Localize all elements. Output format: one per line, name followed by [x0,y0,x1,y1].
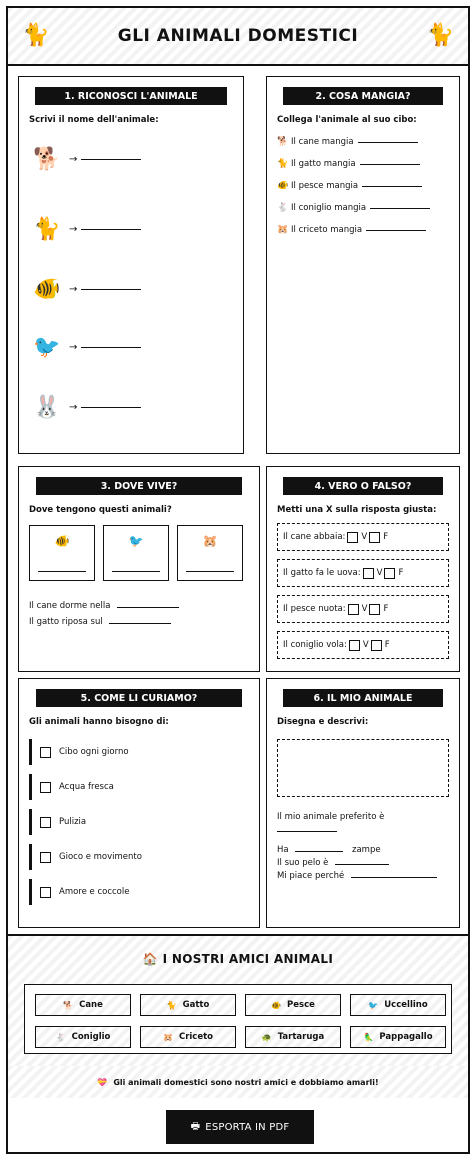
home-box [103,525,169,581]
friend-button-coniglio[interactable] [35,1026,131,1048]
true-label: V [361,604,368,614]
answer-blank[interactable] [360,164,420,165]
hamster-icon: 🐹 [162,1032,173,1042]
section-title: 5. COME LI CURIAMO? [36,689,242,707]
friend-button-cane[interactable] [35,994,131,1016]
true-label: V [361,532,368,542]
section-instruction: Collega l'animale al suo cibo: [277,115,417,125]
bird-icon: 🐦 [33,335,61,360]
sentence-text: Mi piace perché [277,871,345,881]
section-recognize-animal [18,76,244,454]
cat-icon: 🐈 [426,23,454,48]
friends-grid [24,984,452,1054]
friend-button-uccellino[interactable] [350,994,446,1016]
arrow-icon: → [69,342,78,353]
drawing-area[interactable] [277,739,449,797]
false-label: F [384,640,390,650]
food-text: Il pesce mangia [291,181,359,191]
friend-label: Tartaruga [277,1032,325,1042]
recognize-row [33,395,141,420]
answer-blank[interactable] [81,407,141,408]
cat-icon: 🐈 [33,217,61,242]
true-checkbox[interactable] [347,532,358,543]
food-row [277,153,459,175]
false-checkbox[interactable] [369,604,380,615]
hamster-icon: 🐹 [202,534,218,548]
answer-blank[interactable] [38,571,86,572]
care-checkbox[interactable] [40,887,51,898]
recognize-row [33,335,141,360]
dog-icon: 🐕 [277,137,289,147]
rabbit-icon: 🐰 [33,395,61,420]
friend-button-pesce[interactable] [245,994,341,1016]
sentence-text: Il mio animale preferito è [277,812,385,822]
answer-blank[interactable] [81,159,141,160]
fish-icon: 🐠 [54,534,70,548]
section-instruction: Metti una X sulla risposta giusta: [277,505,437,515]
true-checkbox[interactable] [348,604,359,615]
answer-blank[interactable] [335,864,389,865]
sentence-text: Il suo pelo è [277,858,329,868]
turtle-icon: 🐢 [261,1032,272,1042]
friends-title [8,952,468,966]
care-item [29,739,259,765]
recognize-row [33,277,141,302]
sentence-text: Il gatto riposa sul [29,617,103,627]
section-title: 4. VERO O FALSO? [283,477,443,495]
cat-icon: 🐈 [22,23,50,48]
rabbit-icon: 🐇 [55,1032,66,1042]
food-text: Il coniglio mangia [291,203,367,213]
bird-icon: 🐦 [368,1000,379,1010]
answer-blank[interactable] [81,347,141,348]
friends-title-text: I NOSTRI AMICI ANIMALI [162,952,334,966]
food-row [277,197,459,219]
friend-label: Uccellino [384,1000,428,1010]
page-title: GLI ANIMALI DOMESTICI [117,26,359,46]
answer-blank[interactable] [81,229,141,230]
rabbit-icon: 🐇 [277,203,289,213]
food-row [277,175,459,197]
arrow-icon: → [69,402,78,413]
fish-icon: 🐠 [271,1000,282,1010]
care-text: Gioco e movimento [59,852,142,862]
section-instruction: Dove tengono questi animali? [29,505,172,515]
care-checkbox[interactable] [40,852,51,863]
false-checkbox[interactable] [369,532,380,543]
sentence-text: Ha [277,845,289,855]
sentence-text: Il cane dorme nella [29,601,111,611]
statement-text: Il coniglio vola: [283,640,347,650]
care-checkbox[interactable] [40,782,51,793]
true-label: V [362,640,369,650]
food-row [277,131,459,153]
header [8,8,468,66]
section-title: 1. RICONOSCI L'ANIMALE [35,87,227,105]
friend-label: Pesce [287,1000,315,1010]
section-instruction: Disegna e descrivi: [277,717,369,727]
arrow-icon: → [69,154,78,165]
home-box [29,525,95,581]
section-title: 6. IL MIO ANIMALE [283,689,443,707]
answer-blank[interactable] [351,877,437,878]
section-title: 2. COSA MANGIA? [283,87,443,105]
export-pdf-button[interactable] [166,1110,314,1144]
section-how-we-care [18,678,260,928]
care-item [29,879,259,905]
true-false-item [277,595,449,623]
care-checkbox[interactable] [40,817,51,828]
section-true-false [266,466,460,672]
sentence-line [29,601,259,611]
food-text: Il criceto mangia [291,225,363,235]
true-false-item [277,523,449,551]
friend-label: Gatto [182,1000,210,1010]
cat-icon: 🐈 [277,159,289,169]
sentence-line [277,824,459,840]
section-where-it-lives [18,466,260,672]
true-checkbox[interactable] [349,640,360,651]
care-text: Cibo ogni giorno [59,747,129,757]
recognize-row [33,217,141,242]
true-false-item [277,559,449,587]
care-item [29,809,259,835]
answer-blank[interactable] [295,851,343,852]
care-text: Pulizia [59,817,87,827]
answer-blank[interactable] [362,186,422,187]
answer-blank[interactable] [277,831,337,832]
house-icon: 🏠 [142,952,159,966]
recognize-row [33,147,141,172]
care-item [29,774,259,800]
food-text: Il cane mangia [291,137,354,147]
dog-icon: 🐕 [63,1000,74,1010]
parrot-icon: 🦜 [363,1032,374,1042]
sentence-text: zampe [352,845,381,855]
statement-text: Il pesce nuota: [283,604,346,614]
friend-button-gatto[interactable] [140,994,236,1016]
care-text: Amore e coccole [59,887,130,897]
sentence-line [277,857,459,870]
answer-blank[interactable] [117,607,179,608]
food-text: Il gatto mangia [291,159,356,169]
friend-label: Criceto [178,1032,214,1042]
false-label: F [383,604,389,614]
care-item [29,844,259,870]
answer-blank[interactable] [81,289,141,290]
cat-icon: 🐈 [166,1000,177,1010]
true-false-item [277,631,449,659]
answer-blank[interactable] [366,230,426,231]
section-instruction: Gli animali hanno bisogno di: [29,717,169,727]
friend-button-pappagallo[interactable] [350,1026,446,1048]
home-box [177,525,243,581]
fish-icon: 🐠 [277,181,289,191]
friend-button-criceto[interactable] [140,1026,236,1048]
care-text: Acqua fresca [59,782,114,792]
printer-icon: 🖶 [190,1120,201,1132]
sentence-line [29,617,259,627]
footer-note-text: Gli animali domestici sono nostri amici e dobbiamo amarli! [113,1077,379,1087]
fish-icon: 🐠 [33,277,61,302]
footer-note [8,1066,468,1098]
false-label: F [398,568,404,578]
export-label: ESPORTA IN PDF [205,1121,290,1133]
answer-blank[interactable] [186,571,234,572]
answer-blank[interactable] [109,623,171,624]
worksheet [6,6,470,1154]
arrow-icon: → [69,284,78,295]
section-instruction: Scrivi il nome dell'animale: [29,115,159,125]
sentence-line [277,870,459,883]
dog-icon: 🐕 [33,147,61,172]
statement-text: Il gatto fa le uova: [283,568,361,578]
food-row [277,219,459,241]
friends-section [8,934,468,1066]
section-what-it-eats [266,76,460,454]
statement-text: Il cane abbaia: [283,532,346,542]
friend-button-tartaruga[interactable] [245,1026,341,1048]
friend-label: Cane [79,1000,103,1010]
bird-icon: 🐦 [128,534,144,548]
answer-blank[interactable] [370,208,430,209]
friend-label: Coniglio [71,1032,111,1042]
true-checkbox[interactable] [363,568,374,579]
heart-icon: 💝 [97,1077,108,1087]
hamster-icon: 🐹 [277,225,289,235]
true-label: V [376,568,383,578]
false-checkbox[interactable] [371,640,382,651]
answer-blank[interactable] [358,142,418,143]
care-checkbox[interactable] [40,747,51,758]
false-checkbox[interactable] [384,568,395,579]
arrow-icon: → [69,224,78,235]
friend-label: Pappagallo [379,1032,433,1042]
false-label: F [383,532,389,542]
home-boxes [29,525,259,581]
sentence-line [277,844,459,857]
section-title: 3. DOVE VIVE? [36,477,242,495]
answer-blank[interactable] [112,571,160,572]
section-my-animal [266,678,460,928]
